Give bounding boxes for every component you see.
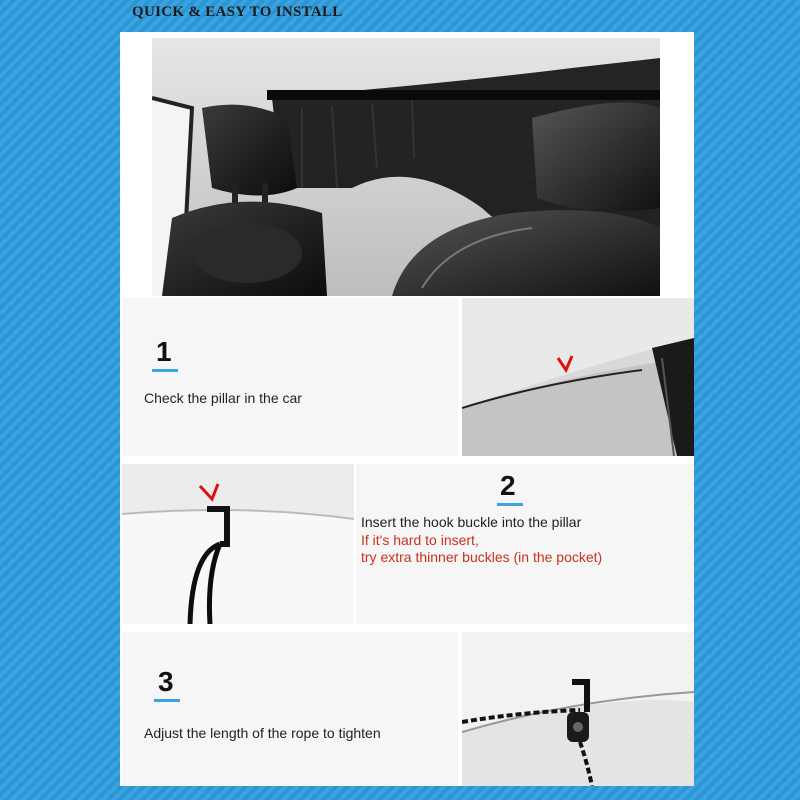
step-2-note-line-2: try extra thinner buckles (in the pocket) <box>361 549 603 565</box>
step-2-hook-photo <box>122 464 354 624</box>
car-interior-illustration <box>152 38 660 296</box>
step-2-text: Insert the hook buckle into the pillar <box>361 514 582 530</box>
step-1-text: Check the pillar in the car <box>144 390 302 406</box>
step-3-underline <box>154 699 180 702</box>
step-3-number: 3 <box>158 666 174 697</box>
step-3-text: Adjust the length of the rope to tighten <box>144 725 381 741</box>
pillar-illustration <box>462 298 694 456</box>
step-2-underline <box>497 503 523 506</box>
step-1-number: 1 <box>156 336 172 367</box>
step-2-number: 2 <box>500 470 516 501</box>
step-3-rope-photo <box>462 632 694 786</box>
hook-illustration <box>122 464 354 624</box>
step-3-text-panel <box>122 632 458 786</box>
rope-illustration <box>462 632 694 786</box>
step-1-text-panel <box>122 298 458 456</box>
page-title: QUICK & EASY TO INSTALL <box>132 4 343 20</box>
car-interior-photo <box>152 38 660 296</box>
step-1-pillar-photo <box>462 298 694 456</box>
step-1-underline <box>152 369 178 372</box>
step-2-note-line-1: If it's hard to insert, <box>361 532 479 548</box>
